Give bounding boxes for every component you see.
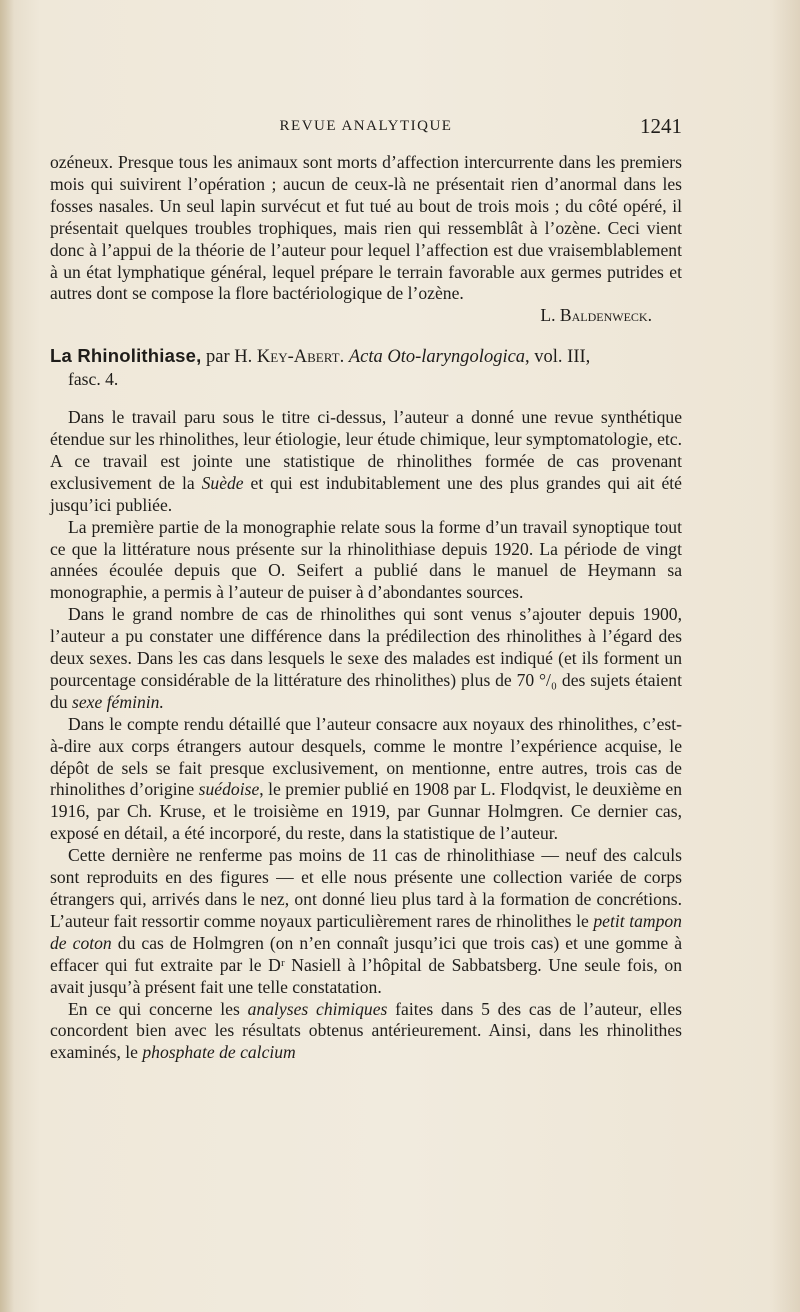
signature: L. Baldenweck. — [540, 305, 652, 326]
page-header — [50, 114, 682, 144]
paragraph: Dans le compte rendu détaillé que l’auteur consacre aux noyaux des rhinolithes, c’est-à-dire aux corps étrangers autour desquels, comme le montre l’expérience acquise, le dépôt de sels se fait presque exclusivement, on mentionne, entre autres, trois cas de rhinolithes d’origine suédoise, le premier publié en 1908 par L. Flodqvist, le deuxième en 1916, par Ch. Kruse, et le troisième en 1919, par Gunnar Holmgren. Ce dernier cas, exposé en détail, a été incorporé, du reste, dans la statistique de l’auteur. — [50, 713, 682, 844]
running-head: REVUE ANALYTIQUE — [279, 118, 453, 134]
paragraph: Dans le travail paru sous le titre ci-dessus, l’auteur a donné une revue synthétique étendue sur les rhinolithes, leur étiologie, leur étude chimique, leur symptomatologie, etc. A ce travail est jointe une statistique de rhinolithes formée de cas provenant exclusivement de la Suède et qui est indubitablement une des plus grandes qui ait été jusqu’ici publiée. — [50, 407, 682, 515]
book-gutter-shadow — [0, 0, 14, 1312]
journal-name: Acta Oto-laryngologica — [348, 347, 526, 368]
paragraph: La première partie de la monographie relate sous la forme d’un travail synoptique tout ce que la littérature nous présente sur la rhinolithiase depuis 1920. La période de vingt années écoulée depuis que O. Seifert a publié dans le manuel de Heymann sa monographie, a permis à l’auteur de puiser à d’abondantes sources. — [50, 516, 682, 603]
spacer — [50, 391, 682, 407]
paragraph: En ce qui concerne les analyses chimiques faites dans 5 des cas de l’auteur, elles concordent bien avec les résultats obtenus antérieurement. Ainsi, dans les rhinolithes examinés, le phosphate de calcium — [50, 998, 682, 1063]
article-title: La Rhinolithiase, par H. Key-Abert. Acta Oto-laryngologica, vol. III, — [50, 345, 591, 368]
page-number: 1241 — [640, 114, 682, 138]
paragraph: Dans le grand nombre de cas de rhinolithes qui sont venus s’ajouter depuis 1900, l’auteur a pu constater une différence dans la prédilection des rhinolithes à l’égard des deux sexes. Dans les cas dans lesquels le sexe des malades est indiqué (et ils forment un pourcentage considérable de la littérature des rhinolithes) plus de 70 °/₀ des sujets étaient du sexe féminin. — [50, 604, 682, 712]
article-author: Key-Abert — [256, 347, 340, 368]
article-body — [50, 152, 682, 1064]
paragraph: Cette dernière ne renferme pas moins de 11 cas de rhinolithiase — neuf des calculs sont reproduits en des figures — et elle nous présente une collection variée de corps étrangers qui, arrivés dans le nez, ont donné lieu plus tard à la formation de concrétions. L’auteur fait ressortir comme noyaux particulièrement rares de rhinolithes le petit tampon de coton du cas de Holmgren (on n’en connaît jusqu’ici que trois cas) et une gomme à effacer qui fut extraite par le Dʳ Nasiell à l’hôpital de Sabbatsberg. Une seule fois, on avait jusqu’à présent fait une telle constatation. — [50, 845, 683, 997]
article-fascicle: fasc. 4. — [68, 369, 119, 390]
paragraph-continued: ozéneux. Presque tous les animaux sont morts d’affection intercurrente dans les premiers mois qui suivirent l’opération ; aucun de ceux-là ne présentait rien d’anormal dans les fosses nasales. Un seul lapin survécut et fut tué au bout de trois mois ; du côté opéré, il présentait quelques troubles trophiques, mais rien qui ressemblât à l’ozène. Ceci vient donc à l’appui de la théorie de l’auteur pour lequel l’affection est due vraisemblablement à un état lymphatique général, lequel prépare le terrain favorable aux germes putrides et autres dont se compose la flore bactériologique de l’ozène. — [50, 152, 682, 304]
article-title-bold: La Rhinolithiase, — [50, 345, 202, 367]
